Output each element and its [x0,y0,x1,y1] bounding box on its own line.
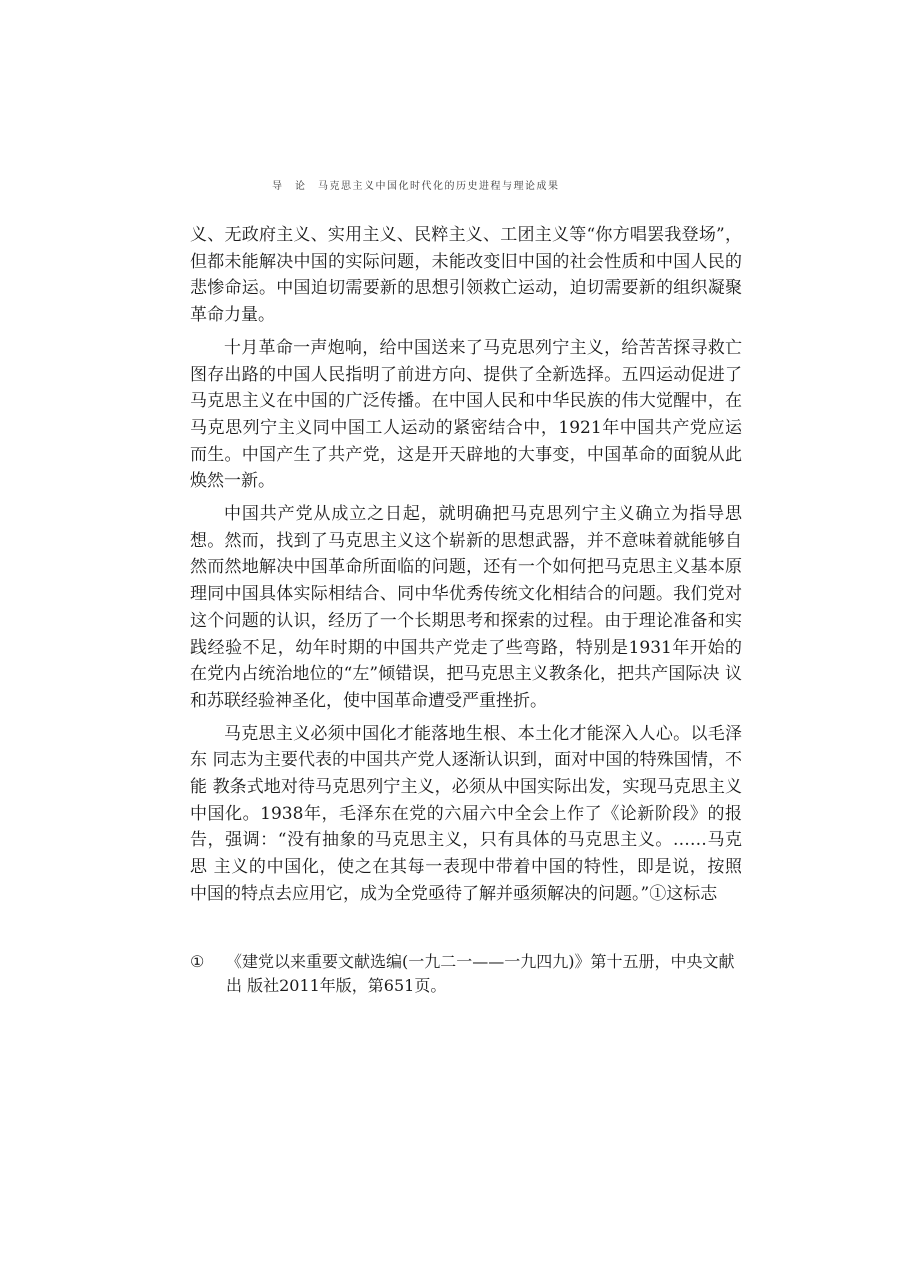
running-head: 导 论 马克思主义中国化时代化的历史进程与理论成果 [272,181,560,192]
body-text [190,222,742,914]
paragraph-party-founding: 中国共产党从成立之日起，就明确把马克思列宁主义确立为指导思想。然而，找到了马克思主义这个崭新的思想武器，并不意味着就能够自然而然地解决中国革命所面临的问题，还有一个如何把马克思主义基本原理同中国具体实际相结合、同中华优秀传统文化相结合的问题。我们党对这个问题的认识，经历了一个长期思考和探索的过程。由于理论准备和实践经验不足，幼年时期的中国共产党走了些弯路，特别是1931年开始的 在党内占统治地位的“左”倾错误，把马克思主义教条化，把共产国际决 议和苏联经验神圣化，使中国革命遭受严重挫折。 [190,504,742,711]
paragraph-continued: 义、无政府主义、实用主义、民粹主义、工团主义等“你方唱罢我登场”，但都未能解决中国的实际问题，未能改变旧中国的社会性质和中国人民的悲惨命运。中国迫切需要新的思想引领救亡运动，迫切需要新的组织凝聚革命力量。 [190,225,742,326]
footnote-mark: ① [190,952,205,971]
footnote [190,950,742,998]
paragraph-october-revolution: 十月革命一声炮响，给中国送来了马克思列宁主义，给苦苦探寻救亡图存出路的中国人民指明了前进方向、提供了全新选择。五四运动促进了马克思主义在中国的广泛传播。在中国人民和中华民族的伟大觉醒中，在马克思列宁主义同中国工人运动的紧密结合中，1921年中国共产党应运 而生。中国产生了共产党，这是开天辟地的大事变，中国革命的面貌从此 焕然一新。 [190,337,742,492]
footnote-text: 《建党以来重要文献选编(一九二一——一九四九)》第十五册，中央文献出 版社2011年版，第651页。 [226,952,735,995]
paragraph-sinicization: 马克思主义必须中国化才能落地生根、本土化才能深入人心。以毛泽东 同志为主要代表的中国共产党人逐渐认识到，面对中国的特殊国情，不能 教条式地对待马克思列宁主义，必须从中国实际出发，实现马克思主义 中国化。1938年，毛泽东在党的六届六中全会上作了《论新阶段》的报 告，强调：“没有抽象的马克思主义，只有具体的马克思主义。……马克思 主义的中国化，使之在其每一表现中带着中国的特性，即是说，按照 中国的特点去应用它，成为全党亟待了解并亟须解决的问题。”①这标志 [190,723,742,904]
